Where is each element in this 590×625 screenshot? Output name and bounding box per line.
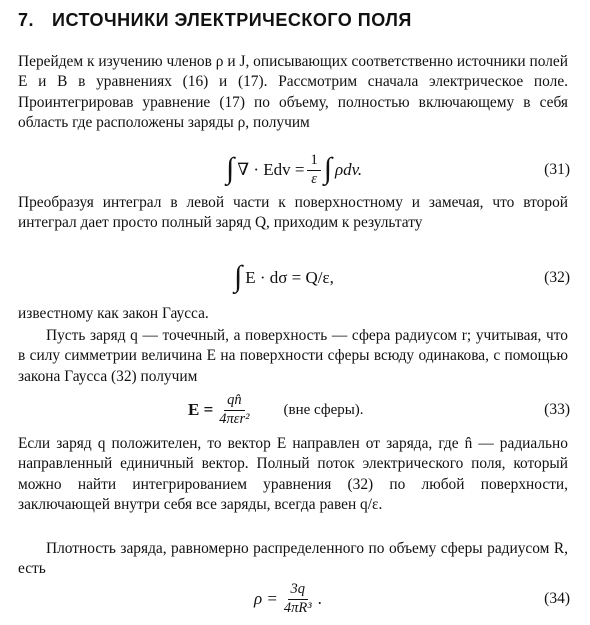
fraction-denominator: ε <box>311 170 317 187</box>
paragraph-6: Плотность заряда, равномерно распределенного по объему сферы радиусом R, есть <box>18 540 568 578</box>
paragraph-4: Пусть заряд q — точечный, а поверхность — сфера радиусом r; учитывая, что в силу симметрии величина E на поверхности сферы всюду одинакова, с помощью закона Гаусса (32) получим <box>18 327 568 385</box>
equation-number: (32) <box>544 269 570 286</box>
equation-34-fraction <box>281 582 315 617</box>
equation-31-fraction <box>307 153 320 188</box>
paragraph-3: известному как закон Гаусса. <box>18 305 209 322</box>
equation-34-period: . <box>317 589 322 608</box>
equation-number: (31) <box>544 161 570 178</box>
equation-34 <box>18 577 570 621</box>
paragraph-5: Если заряд q положителен, то вектор E направлен от заряда, где n̂ — радиально направленный единичный вектор. Полный поток электрического поля, который можно найти интегрированием уравнения (32) по любой поверхности, заключающей внутри себя все заряды, всегда равен q/ε. <box>18 435 568 513</box>
fraction-denominator: 4πεr² <box>219 410 250 427</box>
equation-31-formula <box>226 148 362 192</box>
fraction-numerator: 1 <box>307 153 320 171</box>
fraction-numerator: 3q <box>288 582 309 600</box>
equation-number: (34) <box>544 590 570 607</box>
fraction-denominator: 4πR³ <box>283 599 312 616</box>
equation-number: (33) <box>544 401 570 418</box>
equation-33-note: (вне сферы). <box>283 401 364 418</box>
equation-31-rhs: ρdv. <box>334 160 363 179</box>
integral-sign: ∫ <box>323 152 332 185</box>
equation-31 <box>18 148 570 192</box>
equation-32-body: E · dσ = Q/ε, <box>245 268 334 287</box>
section-title: ИСТОЧНИКИ ЭЛЕКТРИЧЕСКОГО ПОЛЯ <box>52 10 412 30</box>
equation-33 <box>18 388 570 432</box>
equation-31-lhs: ∇ · Edv = <box>237 160 305 179</box>
fraction-numerator: qn̂ <box>224 393 245 411</box>
equation-34-lhs: ρ = <box>254 589 278 608</box>
equation-32-formula <box>234 256 334 300</box>
equation-33-lhs: E = <box>188 400 214 419</box>
equation-32 <box>18 256 570 300</box>
paragraph-2: Преобразуя интеграл в левой части к поверхностному и замечая, что второй интеграл дает просто полный заряд Q, приходим к результату <box>18 194 568 232</box>
section-heading <box>18 10 412 31</box>
equation-33-formula <box>188 388 364 432</box>
section-number: 7. <box>18 10 35 30</box>
paragraph-1: Перейдем к изучению членов ρ и J, описывающих соответственно источники полей E и B в уравнениях (16) и (17). Рассмотрим сначала электрическое поле. Проинтегрировав уравнение (17) по объему, полностью включающему в себя область где расположены заряды ρ, получим <box>18 53 568 131</box>
equation-33-fraction <box>216 393 252 428</box>
equation-34-formula <box>254 577 322 621</box>
integral-sign: ∫ <box>234 260 243 293</box>
integral-sign: ∫ <box>226 152 235 185</box>
